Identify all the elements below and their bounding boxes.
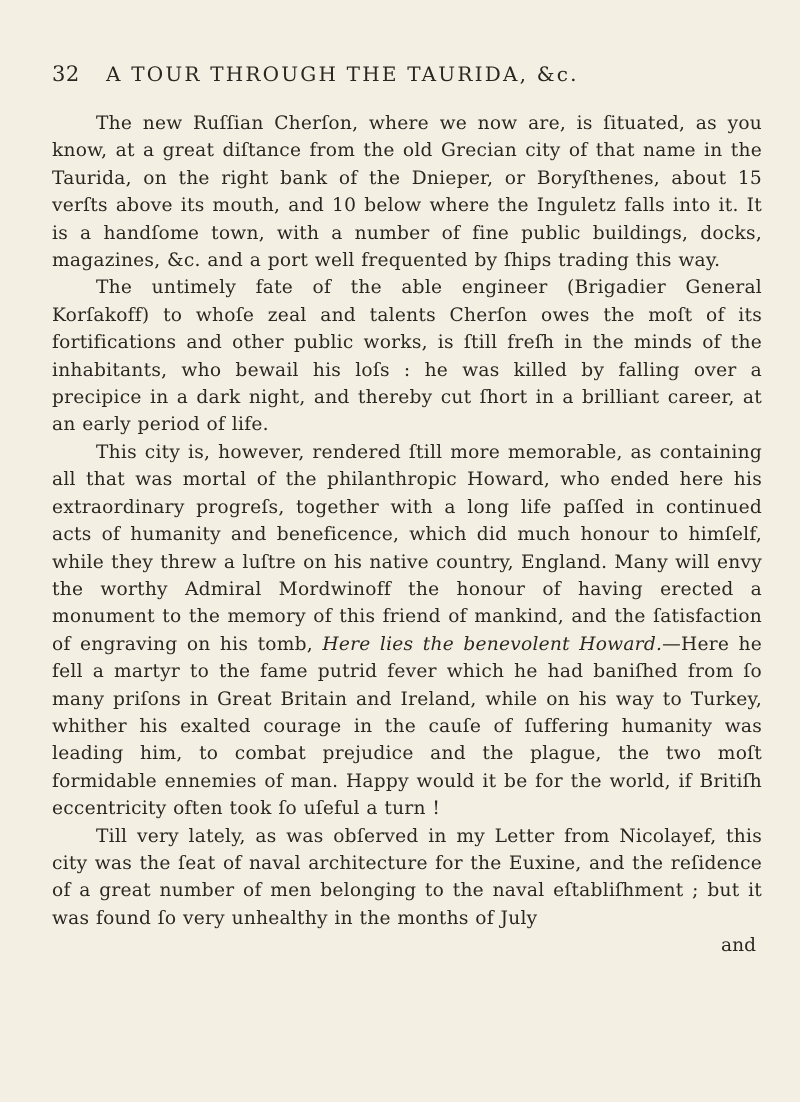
paragraph-korsakoff: The untimely fate of the able engineer (Brigadier General Korſakoff) to whoſe zeal and talents Cherſon owes the moſt of its fortifications and other public works, is ſtill freſh in the minds of the inhabitants, who bewail his loſs : he was killed by falling over a precipice in a dark night, and thereby cut ſhort in a brilliant career, at an early period of life. bbox=[52, 277, 762, 436]
page-header bbox=[52, 62, 752, 102]
page-number: 32 bbox=[52, 62, 80, 86]
paragraph-howard bbox=[52, 439, 762, 823]
page-body bbox=[52, 110, 762, 960]
paragraph-kherson-description: The new Ruſſian Cherſon, where we now are, is ſituated, as you know, at a great diſtance from the old Grecian city of that name in the Taurida, on the right bank of the Dnieper, or Boryſthenes, about 15 verſts above its mouth, and 10 below where the Inguletz falls into it. It is a handſome town, with a number of fine public buildings, docks, magazines, &c. and a port well frequented by ſhips trading this way. bbox=[52, 113, 762, 272]
howard-text-after: —Here he fell a martyr to the fame putrid fever which he had baniſhed from ſo many priſons in Great Britain and Ireland, while on his way to Turkey, whither his exalted courage in the cauſe of ſuffering humanity was leading him, to combat prejudice and the plague, the two moſt formidable ennemies of man. Happy would it be for the world, if Britiſh eccentricity often took ſo uſeful a turn ! bbox=[52, 633, 762, 820]
running-title: A TOUR THROUGH THE TAURIDA, &c. bbox=[106, 62, 579, 86]
paragraph-naval-architecture: Till very lately, as was obſerved in my Letter from Nicolayef, this city was the ſeat of naval architecture for the Euxine, and the reſidence of a great number of men belonging to the naval eſtabliſhment ; but it was found ſo very unhealthy in the months of July bbox=[52, 825, 762, 929]
catchword: and bbox=[721, 935, 756, 957]
howard-epitaph: Here lies the benevolent Howard. bbox=[322, 633, 663, 655]
howard-text-before: This city is, however, rendered ſtill more memorable, as containing all that was mortal of the philanthropic Howard, who ended here his extraordinary progreſs, together with a long life paſſed in continued acts of humanity and beneficence, which did much honour to himſelf, while they threw a luſtre on his native country, England. Many will envy the worthy Admiral Mordwinoff the honour of having erected a monument to the memory of this friend of mankind, and the ſatisfaction of engraving on his tomb, bbox=[52, 441, 762, 655]
